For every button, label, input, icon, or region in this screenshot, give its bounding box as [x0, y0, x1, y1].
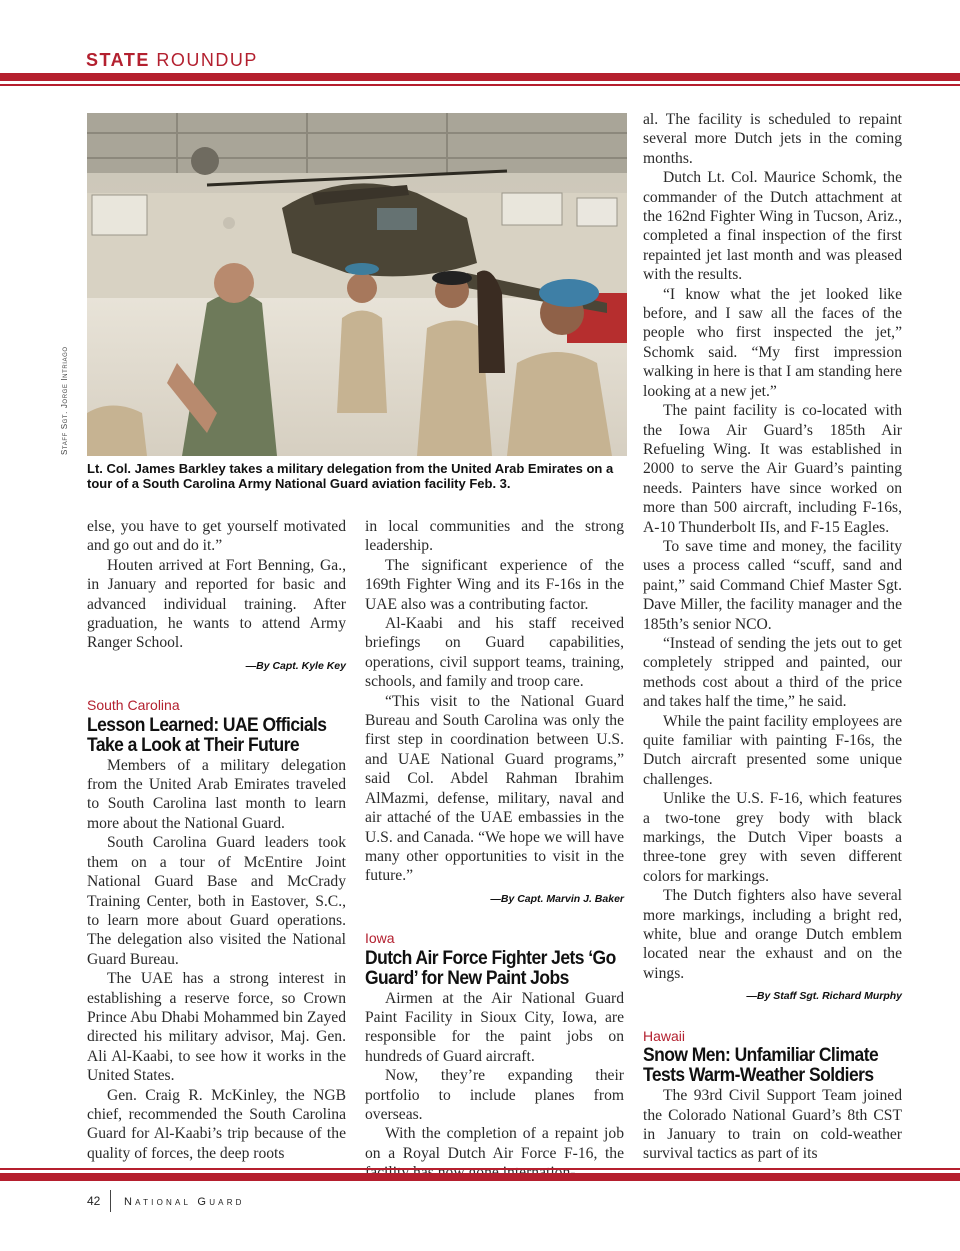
hangar-photo-illustration: [87, 113, 627, 456]
paragraph: South Carolina Guard leaders took them on a tour of McEntire Joint National Guard Base and McCrady Training Center, both in Eastover, S.C., to learn more about Guard operations. The delegation also visited the National Guard Bureau.: [87, 834, 346, 968]
column-2: [365, 517, 624, 1183]
top-rule-thin: [0, 84, 960, 86]
column-1: [87, 517, 346, 1163]
paragraph: “I know what the jet looked like before, and I saw all the faces of the people who first inspected the jet,” Schomk said. “My first impression walking in here is that I am standing here looking at a new jet.”: [643, 285, 902, 400]
paragraph: Dutch Lt. Col. Maurice Schomk, the commander of the Dutch attachment at the 162nd Fighter Wing in Tucson, Ariz., completed a final inspection of the first repainted jet last month and was pleased with the results.: [643, 169, 902, 284]
top-rule: [0, 73, 960, 81]
article-headline: Snow Men: Unfamiliar Climate Tests Warm-Weather Soldiers: [643, 1045, 879, 1087]
folio-divider: [110, 1190, 111, 1212]
byline: —By Capt. Kyle Key: [245, 659, 346, 672]
paragraph: While the paint facility employees are quite familiar with painting F-16s, the Dutch aircraft presented some unique challenges.: [643, 712, 902, 788]
paragraph: “This visit to the National Guard Bureau and South Carolina was only the first step in coordination between U.S. and UAE National Guard programs,” said Col. Abdel Rahman Ibrahim AlMazmi, defense, military, naval and air attaché of the UAE embassies in the U.S. and Canada. “We hope we will have many other opportunities to visit in the future.”: [365, 692, 624, 885]
paragraph: With the completion of a repaint job on a Royal Dutch Air Force F-16, the: [365, 1125, 624, 1162]
byline: —By Capt. Marvin J. Baker: [490, 892, 624, 905]
publication-name: National Guard: [124, 1196, 245, 1208]
hangar-photo: [87, 113, 627, 456]
paragraph: Now, they’re expanding their portfolio to include planes from overseas.: [365, 1067, 624, 1123]
paragraph: Al-Kaabi and his staff received briefings on Guard capabilities, operations, civil support teams, training, schools, and family and troop care.: [365, 615, 624, 691]
paragraph: The paint facility is co-located with the Iowa Air Guard’s 185th Air Refueling Wing. It was established in 2000 to serve the Air Guard’s painting needs. Painters have since worked on more than 500 aircraft, including F-16s, A-10 Thunderbolt IIs, and F-15 Eagles.: [643, 402, 902, 536]
paragraph: Houten arrived at Fort Benning, Ga., in January and reported for basic and advanced individual training. After graduation, he wants to attend Army Ranger School.: [87, 556, 346, 652]
paragraph: Airmen at the Air National Guard Paint Facility in Sioux City, Iowa, are responsible for the paint jobs on hundreds of Guard aircraft.: [365, 989, 624, 1065]
article-headline: Lesson Learned: UAE Officials Take a Look at Their Future: [87, 714, 327, 756]
section-header: [86, 50, 258, 71]
paragraph: To save time and money, the facility uses a process called “scuff, sand and paint,” said Command Chief Master Sgt. Dave Miller, the facility manager and the 185th’s senior NCO.: [643, 537, 902, 633]
bottom-rule-thin: [0, 1168, 960, 1170]
bottom-rule: [0, 1173, 960, 1181]
byline: —By Staff Sgt. Richard Murphy: [746, 990, 902, 1003]
paragraph: Unlike the U.S. F-16, which features a two-tone grey body with black markings, the Dutch Viper boasts a three-tone grey with seven different colors for markings.: [643, 790, 902, 885]
state-label-south-carolina: South Carolina: [87, 697, 180, 714]
article-headline: Dutch Air Force Fighter Jets ‘Go Guard’ for New Paint Jobs: [365, 947, 616, 989]
paragraph: “Instead of sending the jets out to get completely stripped and painted, our methods cost about a third of the price and takes half the time,” he said.: [643, 634, 902, 711]
paragraph: The UAE has a strong interest in establishing a reserve force, so Crown Prince Abu Dhabi Mohammed bin Zayed directed his military advisor, Maj. Gen. Ali Al-Kaabi, to see how it works in the United States.: [87, 970, 346, 1085]
section-header-light: ROUNDUP: [156, 50, 258, 70]
paragraph: Gen. Craig R. McKinley, the NGB chief, recommended the South Carolina Guard for Al-Kaabi’s trip because of the quality of forces, the deep roots: [87, 1086, 346, 1162]
section-header-bold: STATE: [86, 50, 150, 70]
state-label-iowa: Iowa: [365, 930, 395, 947]
paragraph: al. The facility is scheduled to repaint several more Dutch jets in the coming months.: [643, 111, 902, 167]
paragraph: The 93rd Civil Support Team joined the Colorado National Guard’s 8th CST in January to train on cold-weather survival tactics as part of its: [643, 1087, 902, 1163]
page-number: 42: [87, 1194, 101, 1208]
paragraph: The significant experience of the 169th Fighter Wing and its F-16s in the UAE also was a contributing factor.: [365, 556, 624, 613]
photo-credit: Staff Sgt. Jorge Intriago: [60, 346, 69, 455]
column-3: [643, 110, 902, 1164]
paragraph: else, you have to get yourself motivated and go out and do it.”: [87, 518, 346, 555]
paragraph: in local communities and the strong leadership.: [365, 518, 624, 555]
paragraph: Members of a military delegation from the United Arab Emirates traveled to South Carolina last month to learn more about the National Guard.: [87, 756, 346, 832]
state-label-hawaii: Hawaii: [643, 1027, 686, 1044]
photo-caption: Lt. Col. James Barkley takes a military delegation from the United Arab Emirates on a tour of a South Carolina Army National Guard aviation facility Feb. 3.: [87, 461, 614, 491]
paragraph: The Dutch fighters also have several more markings, including a bright red, white, blue and orange Dutch emblem located near the exhaust and on the wings.: [643, 887, 902, 982]
